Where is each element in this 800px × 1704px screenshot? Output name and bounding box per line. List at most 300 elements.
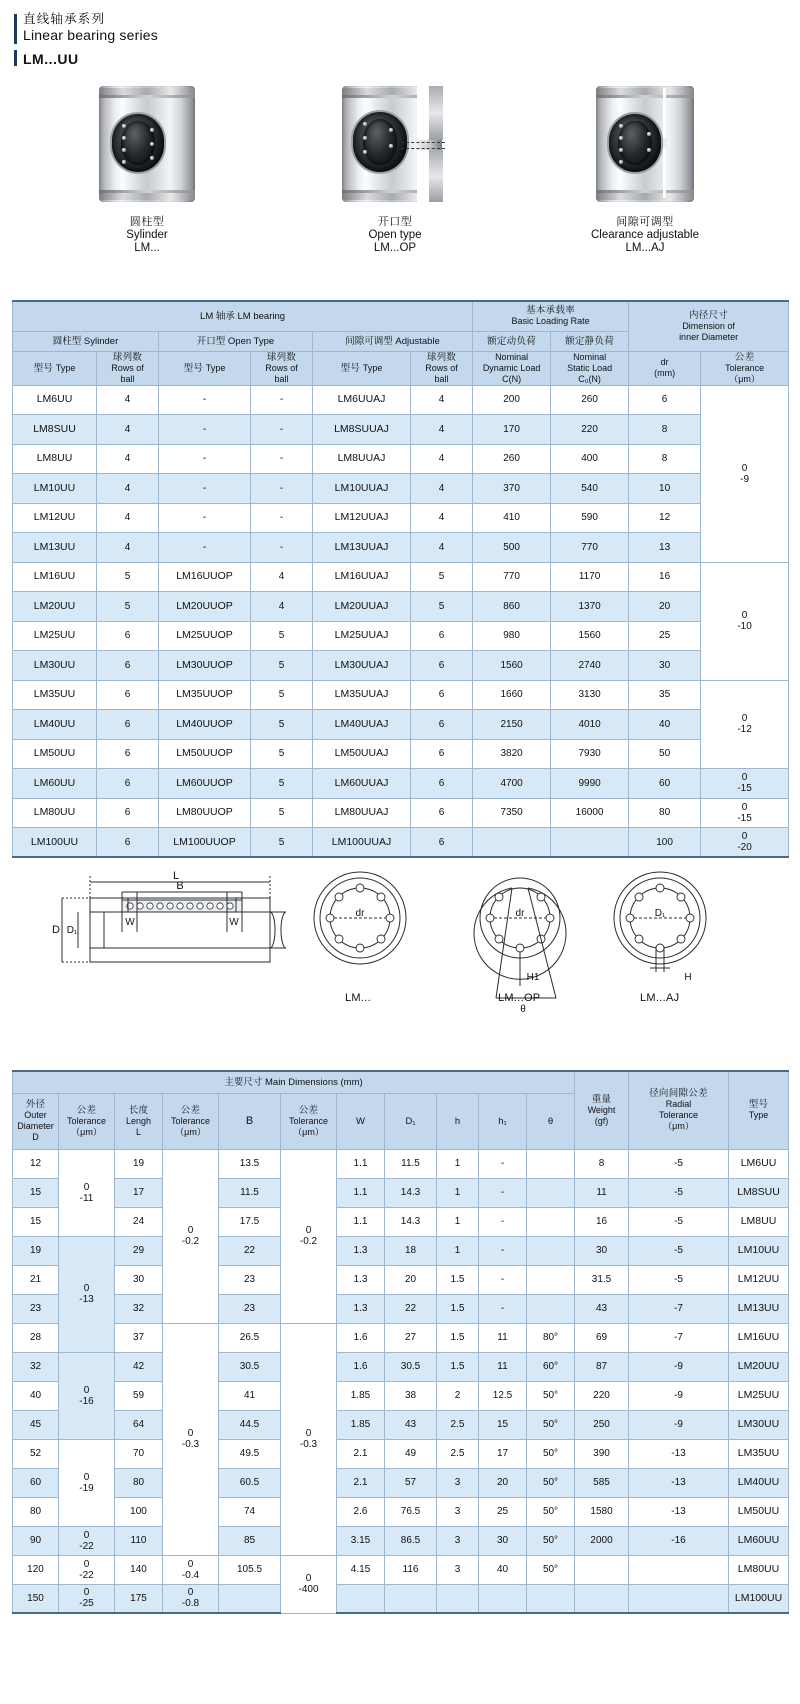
- th-inner-diameter-cn: 内径尺寸: [688, 309, 729, 321]
- cell-h: 2.5: [437, 1439, 479, 1468]
- cell-dynamic-load: 260: [473, 444, 551, 474]
- th-sta-en3: C₀(N): [578, 373, 601, 384]
- th-static-load: [551, 331, 629, 351]
- cell-adjustable-rows: 5: [411, 562, 473, 592]
- cell-dr-tolerance: [701, 769, 789, 799]
- cell-open-type: LM16UUOP: [159, 562, 251, 592]
- th-dynamic-load: [473, 331, 551, 351]
- th-dyn-en1: Nominal: [495, 351, 529, 362]
- cell-sylinder-rows: 4: [97, 385, 159, 415]
- cell-sylinder-rows: 6: [97, 798, 159, 828]
- cell-sylinder-type: LM40UU: [13, 710, 97, 740]
- th-tol2-cn: 公差: [76, 1104, 97, 1116]
- cell-l-tolerance: [163, 1323, 219, 1555]
- tolerance-upper: 0: [83, 1384, 90, 1396]
- caption-code: LM...: [134, 242, 160, 254]
- diagram-label-W2: W: [229, 917, 239, 928]
- table-row: [13, 651, 789, 681]
- cell-dynamic-load: 3820: [473, 739, 551, 769]
- th-type-sylinder: [13, 351, 97, 385]
- cell-type: LM6UU: [729, 1149, 789, 1178]
- cell-sylinder-type: LM20UU: [13, 592, 97, 622]
- cell-outer-diameter: 120: [13, 1555, 59, 1584]
- cell-type: LM8SUU: [729, 1178, 789, 1207]
- tolerance-lower: -25: [79, 1598, 94, 1610]
- cell-d1: 49: [385, 1439, 437, 1468]
- cell-sylinder-type: LM13UU: [13, 533, 97, 563]
- tolerance-upper: 0: [741, 831, 748, 842]
- cell-d1: 14.3: [385, 1178, 437, 1207]
- cell-sylinder-rows: 5: [97, 562, 159, 592]
- th-od-en: Outer Diameter: [17, 1110, 54, 1131]
- cell-outer-diameter: 28: [13, 1323, 59, 1352]
- cell-type: LM16UU: [729, 1323, 789, 1352]
- cell-h1: 30: [479, 1526, 527, 1555]
- cell-d1: 57: [385, 1468, 437, 1497]
- tolerance-lower: -19: [79, 1482, 94, 1494]
- cell-h1: 40: [479, 1555, 527, 1584]
- cell-dr: 6: [629, 385, 701, 415]
- cell-static-load: 590: [551, 503, 629, 533]
- cell-outer-diameter: 21: [13, 1265, 59, 1294]
- cell-weight: 43: [575, 1294, 629, 1323]
- cell-adjustable-type: LM30UUAJ: [313, 651, 411, 681]
- th-outer-diameter: [13, 1093, 59, 1149]
- cell-weight: 69: [575, 1323, 629, 1352]
- cell-theta: [527, 1207, 575, 1236]
- cell-b: 105.5: [219, 1555, 281, 1584]
- table-row: [13, 1207, 789, 1236]
- table-row: [13, 769, 789, 799]
- cell-sylinder-rows: 5: [97, 592, 159, 622]
- cell-radial-tolerance: -13: [629, 1497, 729, 1526]
- cell-w: 2.1: [337, 1468, 385, 1497]
- bearing-image-open-type: [335, 78, 455, 208]
- cell-dr: 10: [629, 474, 701, 504]
- cell-adjustable-rows: 6: [411, 621, 473, 651]
- cell-h1: 20: [479, 1468, 527, 1497]
- table-row: [13, 680, 789, 710]
- cell-outer-diameter: 52: [13, 1439, 59, 1468]
- cell-b: 22: [219, 1236, 281, 1265]
- cell-radial-tolerance: -5: [629, 1149, 729, 1178]
- cell-d1: [385, 1584, 437, 1613]
- table-row: [13, 1352, 789, 1381]
- th-dynamic-load-sub: [473, 351, 551, 385]
- cell-d-tolerance: [59, 1352, 115, 1439]
- cell-sylinder-type: LM35UU: [13, 680, 97, 710]
- th-rows-adjustable: [411, 351, 473, 385]
- cell-static-load: 1370: [551, 592, 629, 622]
- cell-b: 74: [219, 1497, 281, 1526]
- cell-open-rows: -: [251, 533, 313, 563]
- tolerance-lower: -15: [737, 783, 752, 795]
- cell-open-type: -: [159, 474, 251, 504]
- th-dr-tolerance: [701, 351, 789, 385]
- diagram-label-L: L: [172, 870, 180, 882]
- cell-dr-tolerance: [701, 385, 789, 562]
- cell-open-rows: 5: [251, 798, 313, 828]
- cell-open-rows: 5: [251, 739, 313, 769]
- cell-type: LM60UU: [729, 1526, 789, 1555]
- cell-length: 100: [115, 1497, 163, 1526]
- cell-h1: -: [479, 1294, 527, 1323]
- caption-en: Clearance adjustable: [590, 229, 700, 241]
- diagram-label-H1: H1: [526, 972, 540, 983]
- th-od-sym: D: [32, 1132, 39, 1142]
- th-sta-en1: Nominal: [573, 351, 607, 362]
- cell-d-tolerance: [59, 1236, 115, 1352]
- table-row: [13, 1178, 789, 1207]
- caption-cylinder: [22, 216, 272, 255]
- diagram-label-H: H: [684, 972, 692, 983]
- cell-adjustable-rows: 6: [411, 710, 473, 740]
- cell-type: LM20UU: [729, 1352, 789, 1381]
- th-b: [219, 1093, 281, 1149]
- th-rows-sylinder: [97, 351, 159, 385]
- table-row: [13, 562, 789, 592]
- th-od-cn: 外径: [25, 1099, 46, 1110]
- cell-w: 3.15: [337, 1526, 385, 1555]
- cell-length: 140: [115, 1555, 163, 1584]
- cell-static-load: 16000: [551, 798, 629, 828]
- cell-d1: 30.5: [385, 1352, 437, 1381]
- cell-d1: 43: [385, 1410, 437, 1439]
- th-d1: D₁: [385, 1093, 437, 1149]
- cell-adjustable-type: LM20UUAJ: [313, 592, 411, 622]
- tolerance-upper: 0: [83, 1181, 90, 1193]
- cell-static-load: 400: [551, 444, 629, 474]
- th-dr-sym: dr: [660, 357, 669, 367]
- cell-d-tolerance: [59, 1526, 115, 1555]
- cell-w: 1.1: [337, 1207, 385, 1236]
- cell-dynamic-load: 500: [473, 533, 551, 563]
- th-type-adjustable: [313, 351, 411, 385]
- cell-d1: 20: [385, 1265, 437, 1294]
- cell-static-load: 9990: [551, 769, 629, 799]
- cell-h1: -: [479, 1265, 527, 1294]
- diagram-label-dr2: dr: [515, 908, 525, 919]
- th-tol2-unit: （μm）: [71, 1126, 102, 1137]
- cell-w: [337, 1584, 385, 1613]
- th-type2: [729, 1071, 789, 1149]
- cell-theta: [527, 1584, 575, 1613]
- cell-dynamic-load: 860: [473, 592, 551, 622]
- cell-length: 37: [115, 1323, 163, 1352]
- th-tol-unit: （μm）: [729, 373, 760, 384]
- cell-dr: 60: [629, 769, 701, 799]
- cell-h: 1: [437, 1207, 479, 1236]
- tolerance-lower: -13: [79, 1294, 94, 1305]
- tolerance-upper: 0: [83, 1587, 90, 1599]
- th-type2-en: Type: [748, 1110, 769, 1121]
- cell-dr-tolerance: [701, 680, 789, 769]
- cell-d1: 38: [385, 1381, 437, 1410]
- cell-static-load: 260: [551, 385, 629, 415]
- th-length: [115, 1093, 163, 1149]
- cell-open-type: LM20UUOP: [159, 592, 251, 622]
- cell-sylinder-rows: 4: [97, 444, 159, 474]
- tolerance-lower: -0.3: [181, 1439, 200, 1450]
- caption-code: LM...AJ: [625, 242, 665, 254]
- cell-sylinder-type: LM25UU: [13, 621, 97, 651]
- tolerance-upper: 0: [187, 1225, 194, 1236]
- cell-type: LM80UU: [729, 1555, 789, 1584]
- cell-w: 1.3: [337, 1294, 385, 1323]
- th-theta: θ: [527, 1093, 575, 1149]
- table-row: [13, 1439, 789, 1468]
- lm-bearing-spec-table: [12, 300, 789, 858]
- th-rows-en1: Rows of: [425, 362, 458, 373]
- cell-adjustable-rows: 6: [411, 798, 473, 828]
- cell-sylinder-type: LM8UU: [13, 444, 97, 474]
- cell-b: 30.5: [219, 1352, 281, 1381]
- cell-outer-diameter: 19: [13, 1236, 59, 1265]
- cell-radial-tolerance: -5: [629, 1265, 729, 1294]
- cell-dynamic-load: 170: [473, 415, 551, 445]
- cell-h1: -: [479, 1149, 527, 1178]
- caption-cn: 开口型: [377, 216, 413, 228]
- caption-en: Open type: [368, 229, 422, 241]
- cell-open-type: LM30UUOP: [159, 651, 251, 681]
- product-photo-row: [0, 78, 800, 278]
- cell-w: 2.6: [337, 1497, 385, 1526]
- cell-outer-diameter: 150: [13, 1584, 59, 1613]
- cell-h1: 11: [479, 1323, 527, 1352]
- diagram-caption-lm: LM...: [345, 992, 371, 1004]
- cell-theta: [527, 1265, 575, 1294]
- cell-sylinder-rows: 6: [97, 739, 159, 769]
- cell-outer-diameter: 60: [13, 1468, 59, 1497]
- tolerance-lower: -0.3: [299, 1439, 318, 1450]
- cell-adjustable-rows: 4: [411, 533, 473, 563]
- cell-h: 1: [437, 1149, 479, 1178]
- cell-open-rows: -: [251, 415, 313, 445]
- tolerance-lower: -0.2: [299, 1236, 318, 1247]
- th-type-open: [159, 351, 251, 385]
- table-row: [13, 415, 789, 445]
- cell-dr: 35: [629, 680, 701, 710]
- cell-open-rows: 4: [251, 562, 313, 592]
- cell-open-type: -: [159, 385, 251, 415]
- cell-length: 19: [115, 1149, 163, 1178]
- cell-w: 4.15: [337, 1555, 385, 1584]
- cell-dr: 50: [629, 739, 701, 769]
- diagram-label-W1: W: [125, 917, 135, 928]
- tolerance-lower: -0.2: [181, 1236, 200, 1247]
- table-row: [13, 385, 789, 415]
- cell-h: 1.5: [437, 1294, 479, 1323]
- cell-adjustable-rows: 6: [411, 769, 473, 799]
- cell-b: 60.5: [219, 1468, 281, 1497]
- tolerance-upper: 0: [305, 1573, 312, 1584]
- cell-h: 1: [437, 1236, 479, 1265]
- cell-radial-tolerance: [629, 1584, 729, 1613]
- cell-theta: 50°: [527, 1497, 575, 1526]
- cell-weight: 8: [575, 1149, 629, 1178]
- cell-b: 13.5: [219, 1149, 281, 1178]
- th-main-dimensions: 主要尺寸 Main Dimensions (mm): [13, 1071, 575, 1093]
- cell-sylinder-rows: 4: [97, 533, 159, 563]
- th-dr: [629, 351, 701, 385]
- table-row: [13, 474, 789, 504]
- cell-b: 41: [219, 1381, 281, 1410]
- cell-w: 1.3: [337, 1236, 385, 1265]
- cell-l-tolerance: [163, 1555, 219, 1584]
- cell-adjustable-type: LM8SUUAJ: [313, 415, 411, 445]
- th-dyn-en3: C(N): [502, 373, 522, 384]
- cell-dr: 40: [629, 710, 701, 740]
- page-title-cn: 直线轴承系列: [23, 12, 106, 26]
- th-rows-en2: ball: [274, 373, 289, 384]
- tolerance-lower: -10: [737, 621, 752, 632]
- cell-open-rows: -: [251, 444, 313, 474]
- th-tol2-unit: （μm）: [175, 1126, 206, 1137]
- cell-radial-tolerance: [629, 1555, 729, 1584]
- th-tol2-en: Tolerance: [170, 1115, 211, 1126]
- diagram-label-D1c: D₁: [654, 908, 666, 919]
- cell-adjustable-type: LM10UUAJ: [313, 474, 411, 504]
- cell-theta: [527, 1149, 575, 1178]
- cell-sylinder-type: LM100UU: [13, 828, 97, 858]
- table-row: [13, 1468, 789, 1497]
- cell-length: 24: [115, 1207, 163, 1236]
- diagram-svg: [0, 800, 800, 1065]
- cell-open-type: LM25UUOP: [159, 621, 251, 651]
- cell-adjustable-type: LM12UUAJ: [313, 503, 411, 533]
- th-inner-diameter-en2: inner Diameter: [679, 331, 739, 342]
- table-row: [13, 621, 789, 651]
- th-tol2-unit: （μm）: [293, 1126, 324, 1137]
- th-rows-en2: ball: [120, 373, 135, 384]
- th-sta-en2: Static Load: [567, 362, 613, 373]
- cell-w: 1.85: [337, 1381, 385, 1410]
- page-title-code: LM...UU: [23, 51, 79, 67]
- cell-h: [437, 1584, 479, 1613]
- cell-open-rows: 5: [251, 680, 313, 710]
- cell-weight: 11: [575, 1178, 629, 1207]
- cell-sylinder-rows: 4: [97, 474, 159, 504]
- cell-h1: 12.5: [479, 1381, 527, 1410]
- product-photo-clearance-adjustable: [520, 78, 770, 255]
- cell-length: 29: [115, 1236, 163, 1265]
- th-b-sym: B: [245, 1114, 254, 1127]
- th-weight: [575, 1071, 629, 1149]
- cell-d-tolerance: [59, 1555, 115, 1584]
- cell-theta: [527, 1236, 575, 1265]
- th-rows-en1: Rows of: [265, 362, 298, 373]
- tolerance-lower: -16: [79, 1395, 94, 1407]
- diagram-label-B: B: [176, 880, 184, 892]
- tolerance-lower: -12: [737, 724, 752, 736]
- tolerance-upper: 0: [741, 610, 748, 621]
- th-basic-loading-rate-cn: 基本承载率: [526, 305, 576, 317]
- bearing-image-cylinder: [92, 78, 202, 208]
- cell-d1: 22: [385, 1294, 437, 1323]
- title-accent-bar-bottom: [14, 50, 17, 66]
- th-weight-unit: (gf): [594, 1115, 609, 1126]
- tolerance-lower: -22: [79, 1540, 94, 1552]
- cell-length: 32: [115, 1294, 163, 1323]
- th-len-cn: 长度: [128, 1104, 149, 1116]
- cell-open-rows: -: [251, 385, 313, 415]
- cell-sylinder-type: LM60UU: [13, 769, 97, 799]
- cell-outer-diameter: 15: [13, 1207, 59, 1236]
- table-row: [13, 533, 789, 563]
- cell-dynamic-load: 1560: [473, 651, 551, 681]
- th-static-load-cn: 额定静负荷: [565, 335, 615, 347]
- cell-adjustable-type: LM6UUAJ: [313, 385, 411, 415]
- cell-h1: -: [479, 1178, 527, 1207]
- cell-open-rows: -: [251, 474, 313, 504]
- caption-code: LM...OP: [373, 242, 417, 254]
- cell-theta: 50°: [527, 1381, 575, 1410]
- cell-w: 1.6: [337, 1323, 385, 1352]
- cell-outer-diameter: 12: [13, 1149, 59, 1178]
- cell-theta: [527, 1178, 575, 1207]
- cell-adjustable-type: LM16UUAJ: [313, 562, 411, 592]
- tolerance-upper: 0: [83, 1471, 90, 1483]
- cell-radial-tolerance: -5: [629, 1178, 729, 1207]
- th-type-en: Type: [205, 362, 226, 373]
- th-type2-cn: 型号: [748, 1099, 769, 1111]
- cell-sylinder-type: LM12UU: [13, 503, 97, 533]
- cell-type: LM40UU: [729, 1468, 789, 1497]
- cell-d-tolerance: [59, 1439, 115, 1526]
- cell-adjustable-rows: 6: [411, 680, 473, 710]
- cell-radial-tolerance: -9: [629, 1352, 729, 1381]
- cell-open-rows: 5: [251, 769, 313, 799]
- cell-static-load: 1560: [551, 621, 629, 651]
- cell-sylinder-rows: 6: [97, 828, 159, 858]
- cell-sylinder-type: LM10UU: [13, 474, 97, 504]
- tolerance-upper: 0: [83, 1558, 90, 1570]
- tolerance-lower: -22: [79, 1569, 94, 1581]
- th-rows-open: [251, 351, 313, 385]
- cell-type: LM10UU: [729, 1236, 789, 1265]
- tolerance-lower: -9: [740, 473, 750, 485]
- cell-length: 175: [115, 1584, 163, 1613]
- cell-weight: [575, 1584, 629, 1613]
- tolerance-upper: 0: [187, 1558, 194, 1570]
- cell-static-load: 220: [551, 415, 629, 445]
- cell-open-type: LM80UUOP: [159, 798, 251, 828]
- cell-outer-diameter: 40: [13, 1381, 59, 1410]
- table-row: [13, 739, 789, 769]
- cell-weight: 2000: [575, 1526, 629, 1555]
- cell-adjustable-rows: 6: [411, 739, 473, 769]
- cell-b: 11.5: [219, 1178, 281, 1207]
- table-row: [13, 1410, 789, 1439]
- cell-theta: 60°: [527, 1352, 575, 1381]
- cell-weight: 390: [575, 1439, 629, 1468]
- lm-bearing-spec-body: [13, 385, 789, 857]
- cell-dr: 25: [629, 621, 701, 651]
- cell-static-load: 7930: [551, 739, 629, 769]
- cell-theta: 50°: [527, 1526, 575, 1555]
- cell-h: 1.5: [437, 1265, 479, 1294]
- cell-dynamic-load: 770: [473, 562, 551, 592]
- tolerance-upper: 0: [741, 772, 748, 784]
- cell-d1: 116: [385, 1555, 437, 1584]
- tolerance-lower: -20: [737, 842, 752, 853]
- cell-dr: 20: [629, 592, 701, 622]
- cell-h: 3: [437, 1468, 479, 1497]
- cell-adjustable-rows: 5: [411, 592, 473, 622]
- cell-weight: 585: [575, 1468, 629, 1497]
- caption-clearance-adjustable: [520, 216, 770, 255]
- cell-w: 1.1: [337, 1149, 385, 1178]
